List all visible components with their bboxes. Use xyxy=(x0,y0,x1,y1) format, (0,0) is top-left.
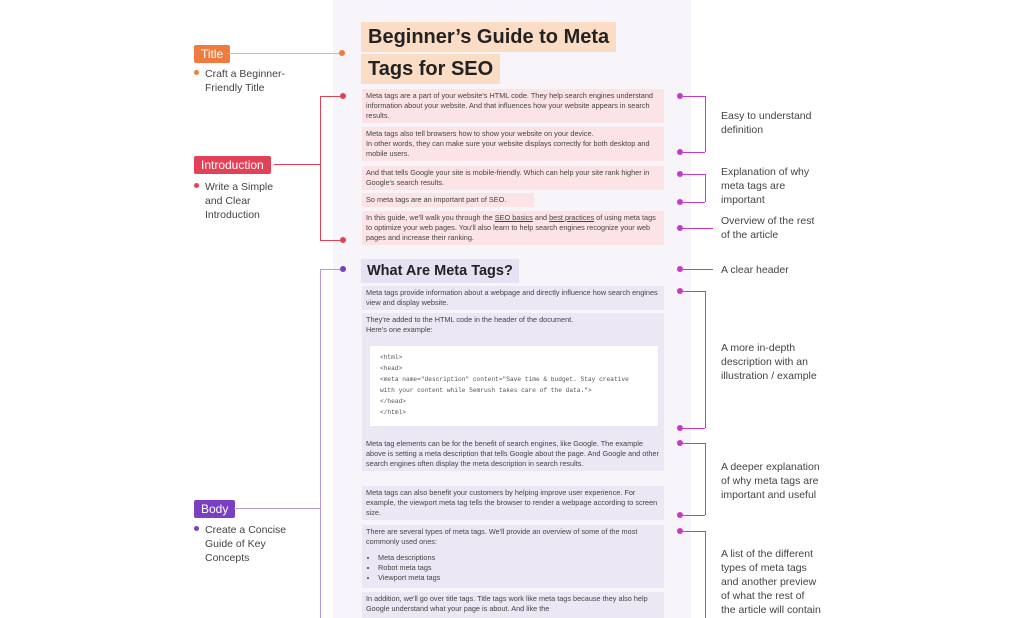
note6-bottom-dot xyxy=(677,512,683,518)
note5-bottom-line xyxy=(683,428,705,429)
title-connector-dot xyxy=(339,50,345,56)
code-line: with your content while Semrush takes care of the data."> xyxy=(380,387,592,394)
intro-bracket-top-dot xyxy=(340,93,346,99)
best-practices-link[interactable]: best practices xyxy=(549,213,595,222)
body-paragraph-5: There are several types of meta tags. We'll provide an overview of some of the most commonly used ones: • Meta descriptions • Robot meta tags • Viewport meta tags xyxy=(362,525,664,588)
note1-top-line xyxy=(683,96,705,97)
body-bracket-top-dot xyxy=(340,266,346,272)
seo-basics-link[interactable]: SEO basics xyxy=(494,213,533,222)
code-line: </html> xyxy=(380,409,406,416)
intro-bracket-bottom xyxy=(320,240,342,241)
title-description: Craft a Beginner- Friendly Title xyxy=(194,67,285,95)
note7-bracket xyxy=(705,531,706,618)
body-chip: Body xyxy=(194,500,235,518)
body-connector xyxy=(234,508,320,509)
note6-bottom-line xyxy=(683,515,705,516)
note-easy-definition: Easy to understand definition xyxy=(721,110,812,136)
intro-paragraph-3: And that tells Google your site is mobile-friendly. Which can help your site rank higher in Google's search results. xyxy=(362,166,664,190)
note5-top-line xyxy=(683,291,705,292)
note-clear-header: A clear header xyxy=(721,264,789,276)
section-heading: What Are Meta Tags? xyxy=(361,259,519,283)
intro-paragraph-4: So meta tags are an important part of SEO. xyxy=(362,193,534,207)
body-paragraph-2: They're added to the HTML code in the header of the document. Here's one example: xyxy=(362,313,664,448)
meta-tag-types-list xyxy=(366,553,660,583)
code-example xyxy=(370,346,658,426)
list-item: • Viewport meta tags xyxy=(378,573,660,583)
note2-bottom-line xyxy=(683,202,705,203)
body-paragraph-6: In addition, we'll go over title tags. Title tags work like meta tags because they also help Google understand what your page is about. And like the xyxy=(362,592,664,618)
note6-bracket xyxy=(705,443,706,515)
article-title-line-1: Beginner’s Guide to Meta xyxy=(361,22,616,52)
intro-paragraph-5: In this guide, we'll walk you through the SEO basics and best practices of using meta tags to optimize your web pages. You'll also learn to help search engines recognize your web pages and increase their ranking. xyxy=(362,211,664,245)
title-chip: Title xyxy=(194,45,230,63)
code-line: <head> xyxy=(380,365,403,372)
note1-bottom-dot xyxy=(677,149,683,155)
note3-line xyxy=(683,228,713,229)
body-description: Create a Concise Guide of Key Concepts xyxy=(194,523,286,565)
intro-bracket xyxy=(320,96,321,240)
note2-top-line xyxy=(683,174,705,175)
note-in-depth: A more in-depth description with an illustration / example xyxy=(721,342,817,382)
intro-connector xyxy=(274,164,320,165)
body-paragraph-3: Meta tag elements can be for the benefit of search engines, like Google. The example above is setting a meta description that tells Google about the page. And Google and other search engines often display the meta description in search results. xyxy=(362,437,664,471)
title-connector xyxy=(228,53,341,54)
list-item: • Robot meta tags xyxy=(378,563,660,573)
note6-top-line xyxy=(683,443,705,444)
list-item: • Meta descriptions xyxy=(378,553,660,563)
note7-top-line xyxy=(683,531,705,532)
intro-bracket-top xyxy=(320,96,342,97)
introduction-description: Write a Simple and Clear Introduction xyxy=(194,180,273,222)
body-bracket-top xyxy=(320,269,342,270)
body-paragraph-1: Meta tags provide information about a webpage and directly influence how search engines view and display website. xyxy=(362,286,664,310)
note-why-important: Explanation of why meta tags are important xyxy=(721,166,810,206)
code-line: <html> xyxy=(380,354,403,361)
note2-bracket xyxy=(705,174,706,202)
body-paragraph-4: Meta tags can also benefit your customers by helping improve user experience. For example, the viewport meta tag tells the browser to render a webpage according to screen size. xyxy=(362,486,664,520)
note2-bottom-dot xyxy=(677,199,683,205)
introduction-chip: Introduction xyxy=(194,156,271,174)
note-overview: Overview of the rest of the article xyxy=(721,215,815,241)
note1-bottom-line xyxy=(683,152,705,153)
note1-bracket xyxy=(705,96,706,152)
note5-bracket xyxy=(705,291,706,428)
note5-bottom-dot xyxy=(677,425,683,431)
note-deeper-explanation: A deeper explanation of why meta tags are important and useful xyxy=(721,461,820,501)
body-bracket xyxy=(320,269,321,618)
code-line: <meta name="description" content="Save time & budget. Stay creative xyxy=(380,376,629,383)
note-list-types: A list of the different types of meta tags and another preview of what the rest of the article will contain xyxy=(721,548,821,616)
code-line: </head> xyxy=(380,398,406,405)
intro-paragraph-2: Meta tags also tell browsers how to show your website on your device. In other words, they can make sure your website displays correctly for both desktop and mobile users. xyxy=(362,127,664,161)
intro-bracket-bottom-dot xyxy=(340,237,346,243)
article-title-line-2: Tags for SEO xyxy=(361,54,500,84)
note4-line xyxy=(683,269,713,270)
intro-paragraph-1: Meta tags are a part of your website's HTML code. They help search engines understand information about your website. And that influences how your website appears in search results. xyxy=(362,89,664,123)
